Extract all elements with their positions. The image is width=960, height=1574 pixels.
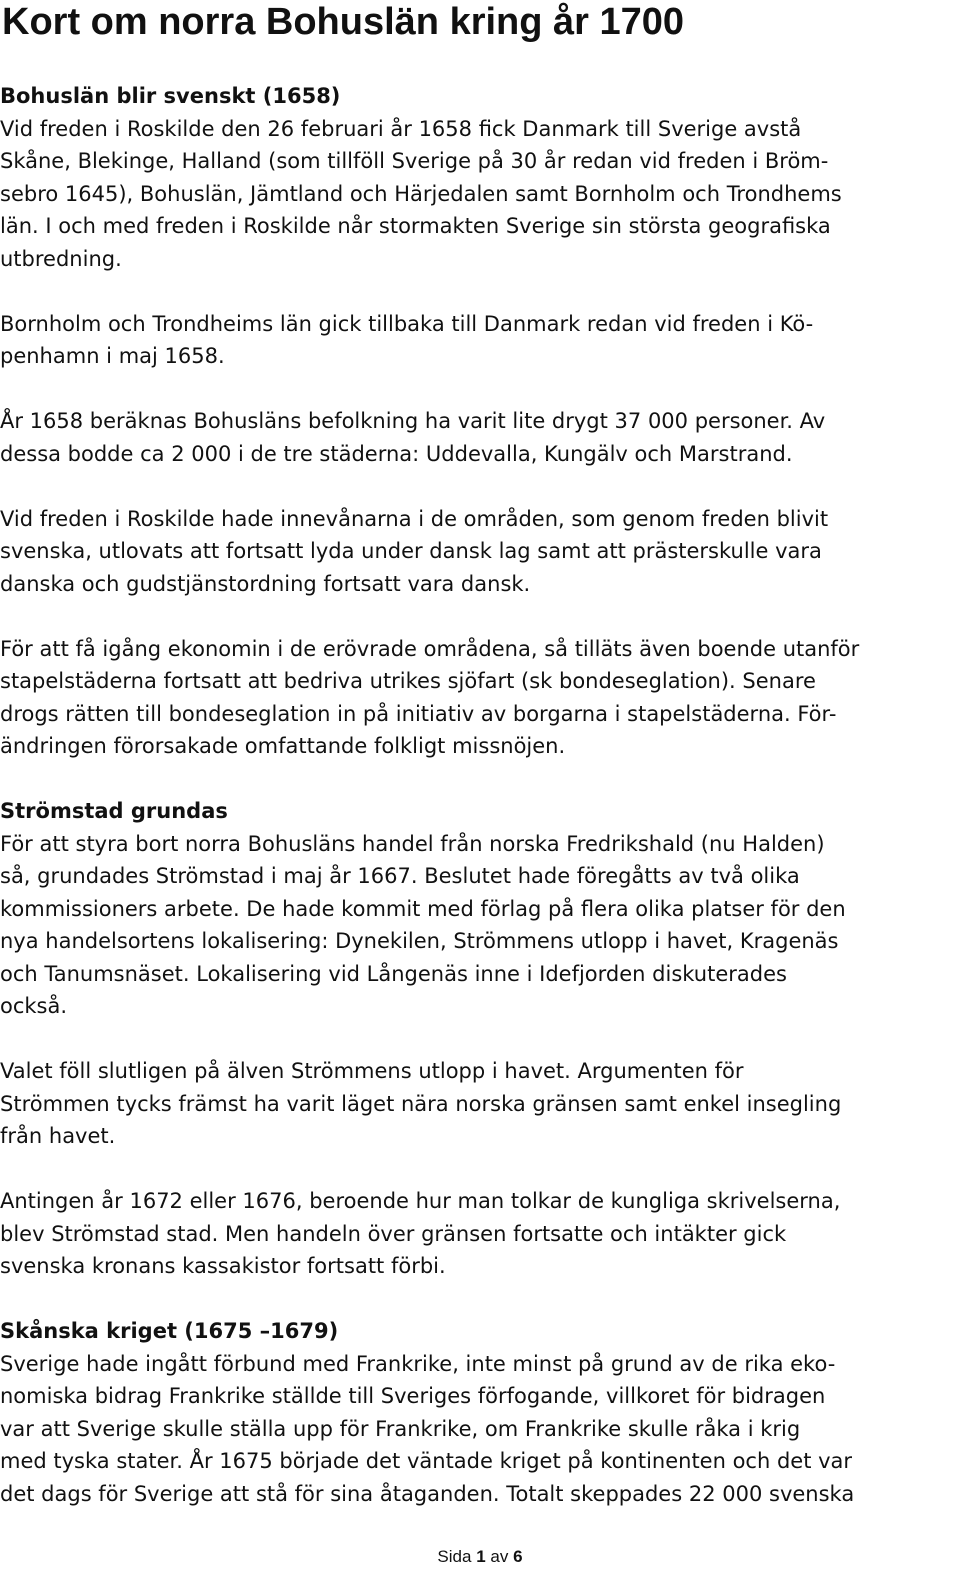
text-line: danska och gudstjänstordning fortsatt vara dansk. xyxy=(0,571,531,596)
text-line: nya handelsortens lokalisering: Dynekilen, Strömmens utlopp i havet, Kragenäs xyxy=(0,929,839,953)
text-line: kommissioners arbete. De hade kommit med förlag på flera olika platser för den xyxy=(0,896,846,921)
text-line: Antingen år 1672 eller 1676, beroende hur man tolkar de kungliga skrivelserna, xyxy=(0,1189,841,1213)
paragraph xyxy=(0,503,958,601)
text-line: Skåne, Blekinge, Halland (som tillföll Sverige på 30 år redan vid freden i Bröm- xyxy=(0,149,829,173)
text-line: penhamn i maj 1658. xyxy=(0,344,225,368)
paragraph xyxy=(0,1348,958,1511)
section-heading: Strömstad grundas xyxy=(0,799,228,823)
text-line: så, grundades Strömstad i maj år 1667. Beslutet hade föregåtts av två olika xyxy=(0,864,800,888)
page-separator: av xyxy=(490,1547,509,1566)
text-line: År 1658 beräknas Bohusläns befolkning ha varit lite drygt 37 000 personer. Av xyxy=(0,409,826,433)
text-line: svenska, utlovats att fortsatt lyda under dansk lag samt att prästerskulle vara xyxy=(0,539,822,563)
section xyxy=(0,1315,958,1510)
text-line: utbredning. xyxy=(0,246,122,271)
document-title: Kort om norra Bohuslän kring år 1700 xyxy=(2,1,685,43)
text-line: län. I och med freden i Roskilde når stormakten Sverige sin största geografiska xyxy=(0,214,831,238)
text-line: Strömmen tycks främst ha varit läget nära norska gränsen samt enkel insegling xyxy=(0,1091,842,1116)
text-line: stapelstäderna fortsatt att bedriva utrikes sjöfart (sk bondeseglation). Senare xyxy=(0,669,816,693)
paragraph xyxy=(0,1055,958,1153)
text-line: drogs rätten till bondeseglation in på initiativ av borgarna i stapelstäderna. För- xyxy=(0,701,837,726)
text-line: Valet föll slutligen på älven Strömmens utlopp i havet. Argumenten för xyxy=(0,1059,744,1083)
text-line: också. xyxy=(0,994,68,1018)
text-line: dessa bodde ca 2 000 i de tre städerna: Uddevalla, Kungälv och Marstrand. xyxy=(0,441,793,466)
paragraph xyxy=(0,633,958,763)
paragraph xyxy=(0,828,958,1023)
text-line: var att Sverige skulle ställa upp för Frankrike, om Frankrike skulle råka i krig xyxy=(0,1416,801,1441)
section-heading: Skånska kriget (1675 –1679) xyxy=(0,1319,339,1343)
paragraph xyxy=(0,405,958,470)
page-label: Sida xyxy=(437,1547,472,1566)
page-footer xyxy=(0,1544,960,1570)
section xyxy=(0,795,958,1283)
text-line: med tyska stater. År 1675 började det väntade kriget på kontinenten och det var xyxy=(0,1449,853,1473)
paragraph xyxy=(0,113,958,276)
text-line: det dags för Sverige att stå för sina åtaganden. Totalt skeppades 22 000 svenska xyxy=(0,1481,855,1506)
text-line: För att styra bort norra Bohusläns handel från norska Fredrikshald (nu Halden) xyxy=(0,831,825,856)
text-line: Vid freden i Roskilde den 26 februari år 1658 fick Danmark till Sverige avstå xyxy=(0,116,802,141)
text-line: och Tanumsnäset. Lokalisering vid Långenäs inne i Idefjorden diskuterades xyxy=(0,961,787,986)
text-line: svenska kronans kassakistor fortsatt förbi. xyxy=(0,1254,446,1278)
document-body xyxy=(0,80,958,1543)
section-heading: Bohuslän blir svenskt (1658) xyxy=(0,84,341,108)
text-line: nomiska bidrag Frankrike ställde till Sveriges förfogande, villkoret för bidragen xyxy=(0,1384,826,1408)
text-line: Vid freden i Roskilde hade innevånarna i de områden, som genom freden blivit xyxy=(0,506,829,531)
paragraph xyxy=(0,308,958,373)
text-line: Bornholm och Trondheims län gick tillbaka till Danmark redan vid freden i Kö- xyxy=(0,311,814,336)
text-line: sebro 1645), Bohuslän, Jämtland och Härjedalen samt Bornholm och Trondhems xyxy=(0,181,842,206)
text-line: från havet. xyxy=(0,1124,116,1148)
section xyxy=(0,80,958,763)
current-page-number: 1 xyxy=(476,1547,486,1566)
text-line: ändringen förorsakade omfattande folkligt missnöjen. xyxy=(0,734,566,758)
text-line: För att få igång ekonomin i de erövrade områdena, så tilläts även boende utanför xyxy=(0,636,860,661)
text-line: Sverige hade ingått förbund med Frankrike, inte minst på grund av de rika eko- xyxy=(0,1351,836,1376)
total-pages-number: 6 xyxy=(513,1547,523,1566)
text-line: blev Strömstad stad. Men handeln över gränsen fortsatte och intäkter gick xyxy=(0,1221,787,1246)
paragraph xyxy=(0,1185,958,1283)
